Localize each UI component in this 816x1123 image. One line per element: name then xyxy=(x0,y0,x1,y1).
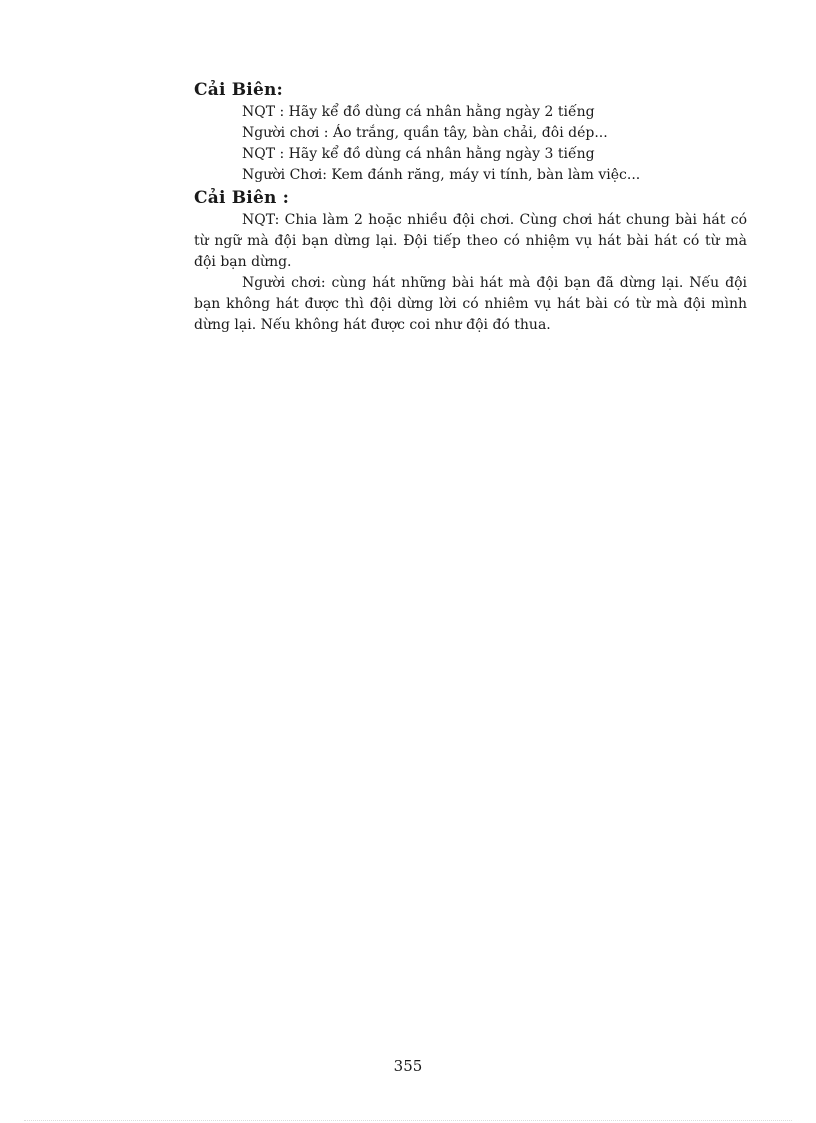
page-number: 355 xyxy=(393,1057,423,1075)
dialogue-line-4: Người Chơi: Kem đánh răng, máy vi tính, bàn làm việc... xyxy=(242,167,641,183)
dialogue-line-3: NQT : Hãy kể đồ dùng cá nhân hằng ngày 3 tiếng xyxy=(242,146,595,162)
section-heading-2: Cải Biên : xyxy=(194,188,290,208)
dialogue-line-1: NQT : Hãy kể đồ dùng cá nhân hằng ngày 2 tiếng xyxy=(242,104,595,120)
paragraph-2: Người chơi: cùng hát những bài hát mà đội bạn đã dừng lại. Nếu đội bạn không hát được thì đội dừng lời có nhiêm vụ hát bài có từ mà đội mình dừng lại. Nếu không hát được coi như đội đó thua. xyxy=(194,275,747,333)
section-heading-1: Cải Biên: xyxy=(194,80,283,100)
dialogue-line-2: Người chơi : Áo trắng, quần tây, bàn chải, đôi dép... xyxy=(242,125,608,141)
page-content xyxy=(194,78,747,336)
paragraph-1: NQT: Chia làm 2 hoặc nhiều đội chơi. Cùng chơi hát chung bài hát có từ ngữ mà đội bạn dừng lại. Đội tiếp theo có nhiệm vụ hát bài hát có từ mà đội bạn dừng. xyxy=(194,212,747,270)
bottom-divider xyxy=(24,1120,792,1121)
